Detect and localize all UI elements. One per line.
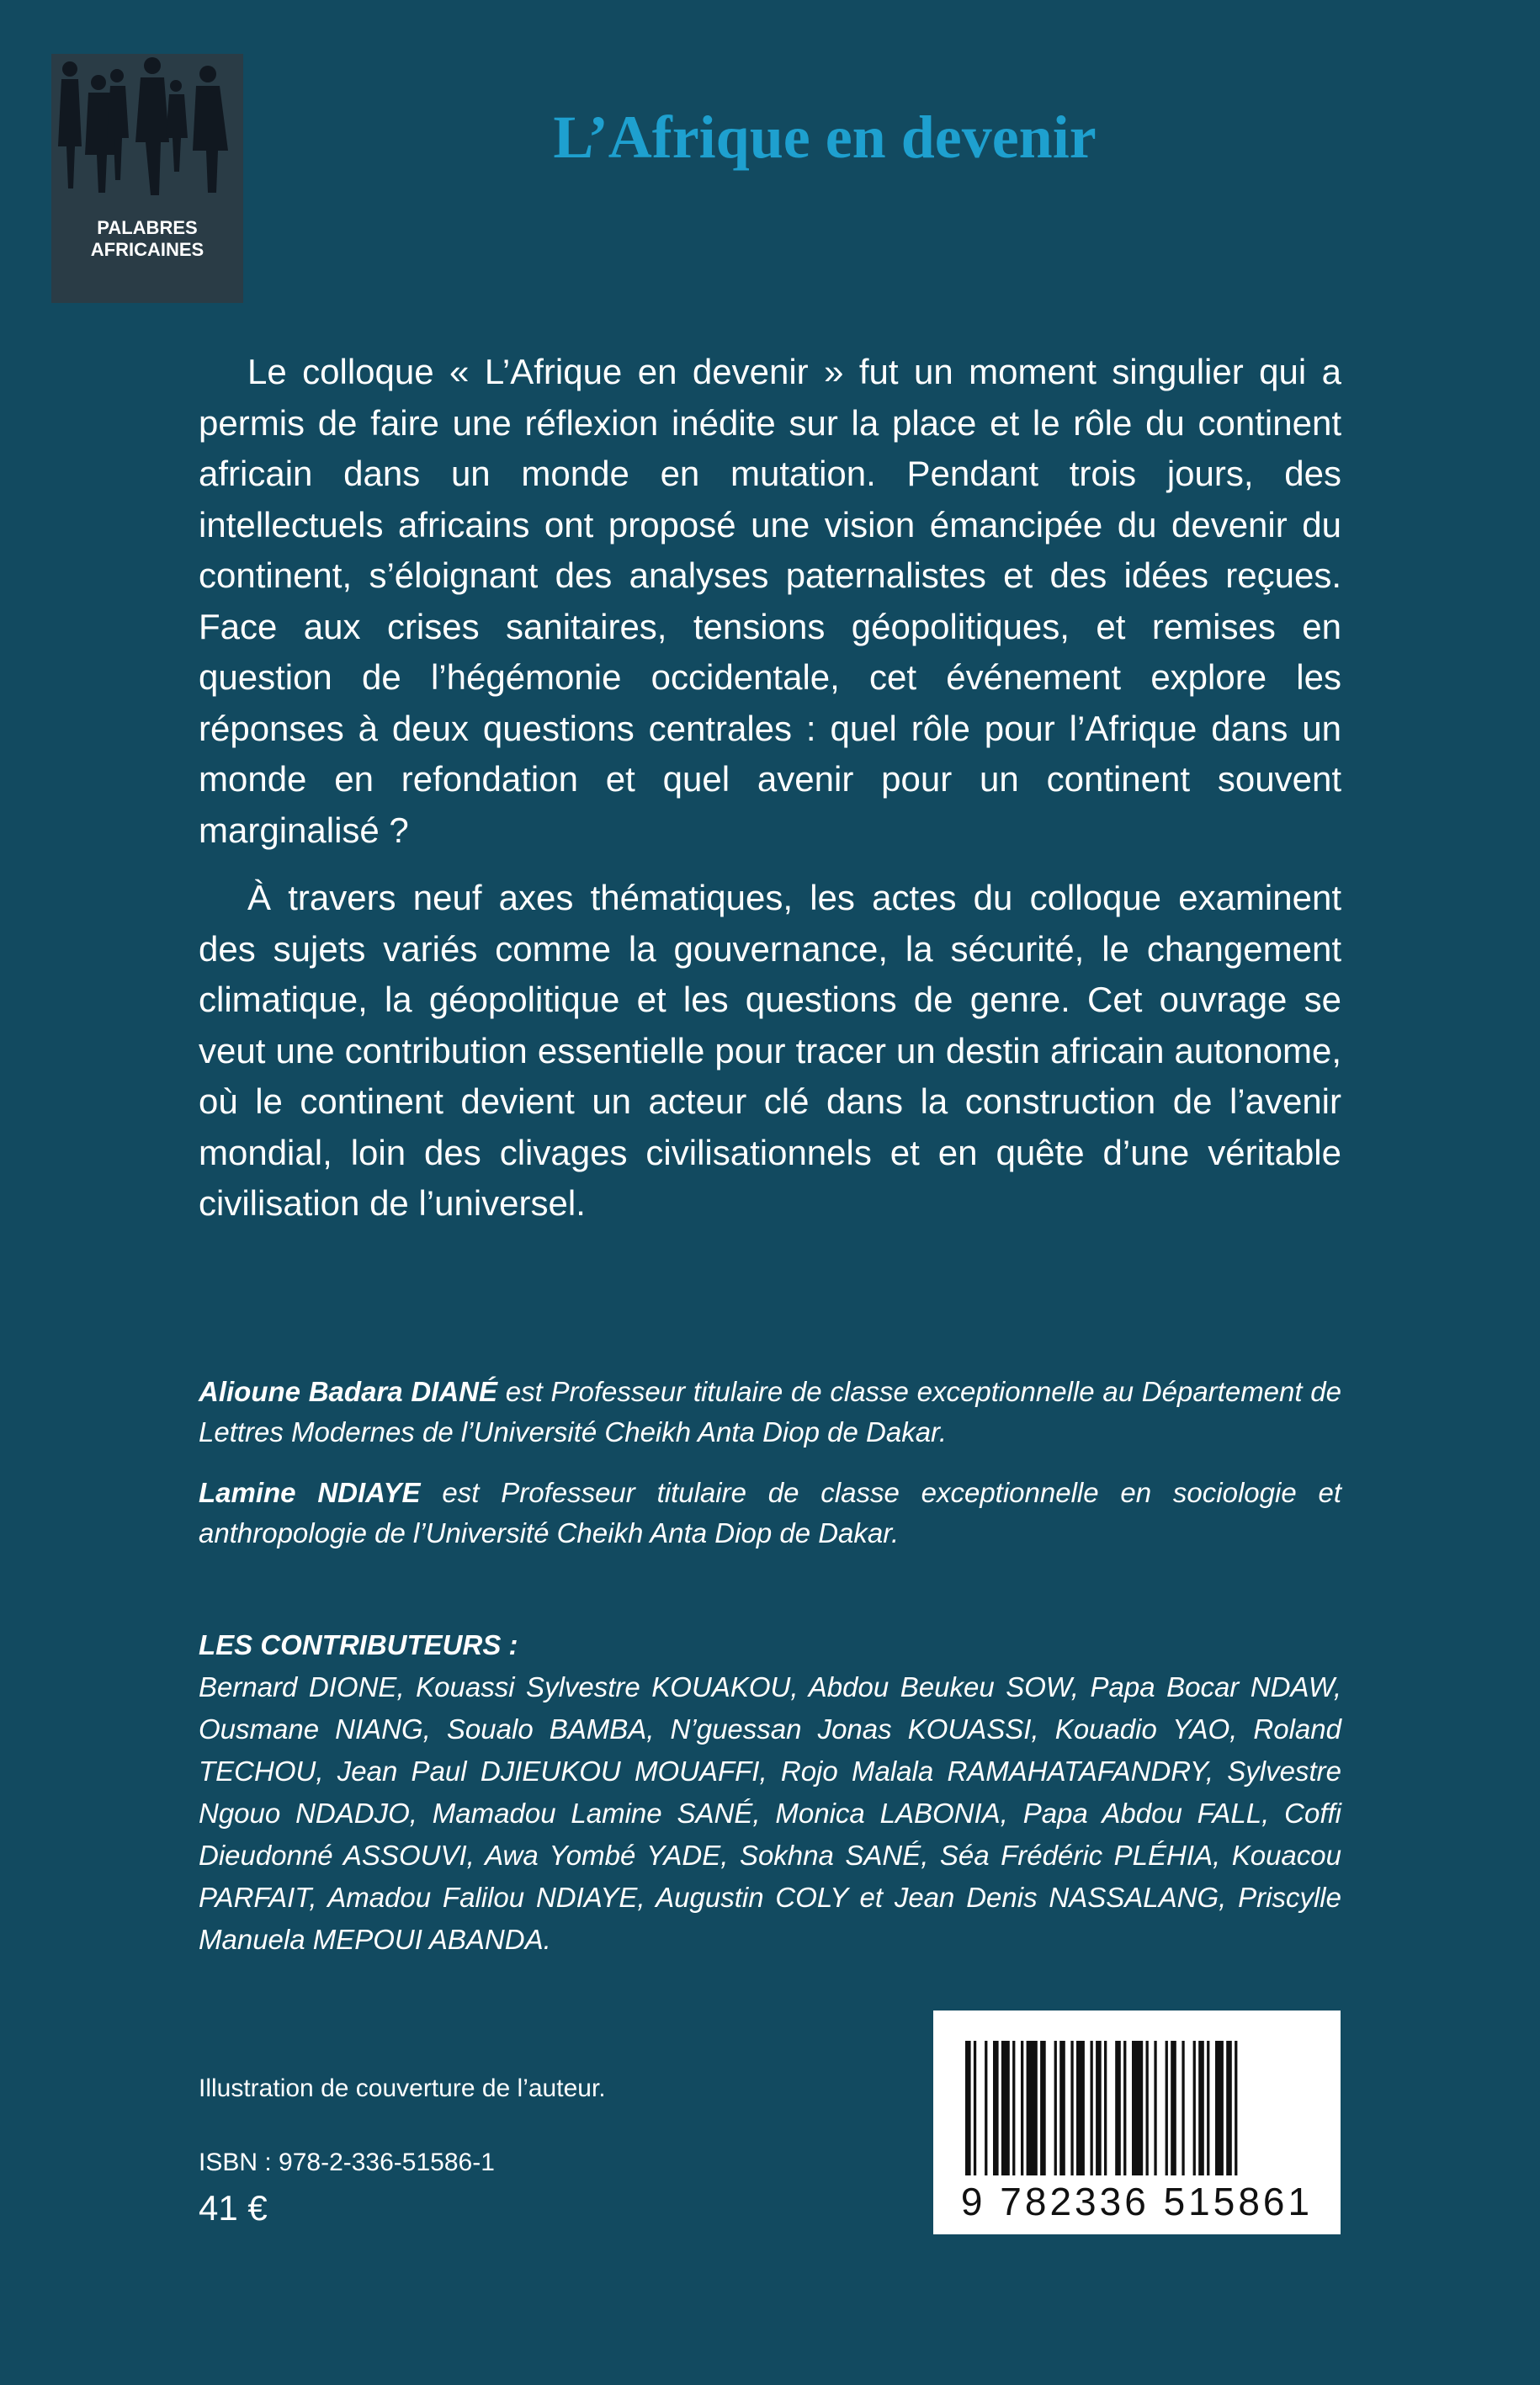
barcode-bar <box>1115 2041 1121 2175</box>
barcode-bar <box>1059 2041 1065 2175</box>
barcode-bar <box>985 2041 987 2175</box>
barcode-bar <box>1215 2041 1224 2175</box>
cover-credit: Illustration de couverture de l’auteur. <box>199 2074 606 2102</box>
summary-paragraph: Le colloque « L’Afrique en devenir » fut un moment singulier qui a permis de faire une réflexion inédite sur la place et le rôle du continent africain dans un monde en mutation. Pendant trois jours, des intellectuels africains ont proposé une vision émancipée du devenir du continent, s’éloignant des analyses paternalistes et des idées reçues. Face aux crises sanitaires, tensions géopolitiques, et remises en question de l’hégémonie occidentale, cet événement explore les réponses à deux questions centrales : quel rôle pour l’Afrique dans un monde en refondation et quel avenir pour un continent souvent marginalisé ? <box>199 352 1341 850</box>
barcode-bar <box>1146 2041 1149 2175</box>
barcode-bar <box>1012 2041 1015 2175</box>
barcode-bar <box>1193 2041 1196 2175</box>
author-bio <box>199 1372 1341 1453</box>
barcode-bar <box>974 2041 976 2175</box>
author-description: est Professeur titulaire de classe exceptionnelle au Département de Lettres Modernes de l’Université Cheikh Anta Diop de Dakar. <box>199 1376 1341 1447</box>
barcode-bar <box>1132 2041 1143 2175</box>
barcode-bar <box>993 2041 999 2175</box>
publisher-logo <box>51 54 243 303</box>
barcode <box>933 2011 1341 2234</box>
barcode-bar <box>1040 2041 1046 2175</box>
barcode-bar <box>1091 2041 1093 2175</box>
barcode-bar <box>1096 2041 1102 2175</box>
barcode-bar <box>1166 2041 1168 2175</box>
barcode-bar <box>1198 2041 1204 2175</box>
contributors-section <box>199 1624 1341 1961</box>
book-title: L’Afrique en devenir <box>553 104 1097 171</box>
barcode-bar <box>1226 2041 1232 2175</box>
barcode-digits: 9 782336 515861 <box>960 2180 1314 2223</box>
author-name: Lamine NDIAYE <box>199 1477 421 1508</box>
publisher-label: PALABRES AFRICAINES <box>90 217 204 260</box>
barcode-bar <box>1171 2041 1176 2175</box>
author-bio <box>199 1473 1341 1554</box>
barcode-bar <box>1235 2041 1237 2175</box>
barcode-bar <box>965 2041 971 2175</box>
silhouettes-group-icon <box>51 54 243 303</box>
summary-text <box>199 347 1341 1246</box>
barcode-bar <box>1123 2041 1126 2175</box>
barcode-bar <box>1104 2041 1107 2175</box>
barcode-bar <box>1021 2041 1023 2175</box>
summary-paragraph: À travers neuf axes thématiques, les actes du colloque examinent des sujets variés comme la gouvernance, la sécurité, le changement climatique, la géopolitique et les questions de genre. Cet ouvrage se veut une contribution essentielle pour tracer un destin africain autonome, où le continent devient un acteur clé dans la construction de l’avenir mondial, loin des clivages civilisationnels et en quête d’une véritable civilisation de l’universel. <box>199 878 1341 1223</box>
barcode-bar <box>1001 2041 1010 2175</box>
barcode-bar <box>1207 2041 1209 2175</box>
author-name: Alioune Badara DIANÉ <box>199 1376 498 1407</box>
contributors-heading: LES CONTRIBUTEURS : <box>199 1629 518 1660</box>
contributors-list: Bernard DIONE, Kouassi Sylvestre KOUAKOU, Abdou Beukeu SOW, Papa Bocar NDAW, Ousmane NIANG, Soualo BAMBA, N’guessan Jonas KOUASSI, Kouadio YAO, Roland TECHOU, Jean Paul DJIEUKOU MOUAFFI, Rojo Malala RAMAHATAFANDRY, Sylvestre Ngouo NDADJO, Mamadou Lamine SANÉ, Monica LABONIA, Papa Abdou FALL, Coffi Dieudonné ASSOUVI, Awa Yombé YADE, Sokhna SANÉ, Séa Frédéric PLÉHIA, Kouacou PARFAIT, Amadou Falilou NDIAYE, Augustin COLY et Jean Denis NASSALANG, Priscylle Manuela MEPOUI ABANDA. <box>199 1671 1341 1955</box>
price: 41 € <box>199 2188 268 2228</box>
barcode-bar <box>1182 2041 1184 2175</box>
author-description: est Professeur titulaire de classe exceptionnelle en sociologie et anthropologie de l’Université Cheikh Anta Diop de Dakar. <box>199 1477 1341 1548</box>
barcode-bar <box>1070 2041 1073 2175</box>
isbn: ISBN : 978-2-336-51586-1 <box>199 2149 495 2176</box>
barcode-bar <box>1027 2041 1038 2175</box>
author-bios <box>199 1372 1341 1574</box>
barcode-bar <box>1076 2041 1085 2175</box>
barcode-bar <box>1154 2041 1156 2175</box>
barcode-bar <box>1054 2041 1057 2175</box>
